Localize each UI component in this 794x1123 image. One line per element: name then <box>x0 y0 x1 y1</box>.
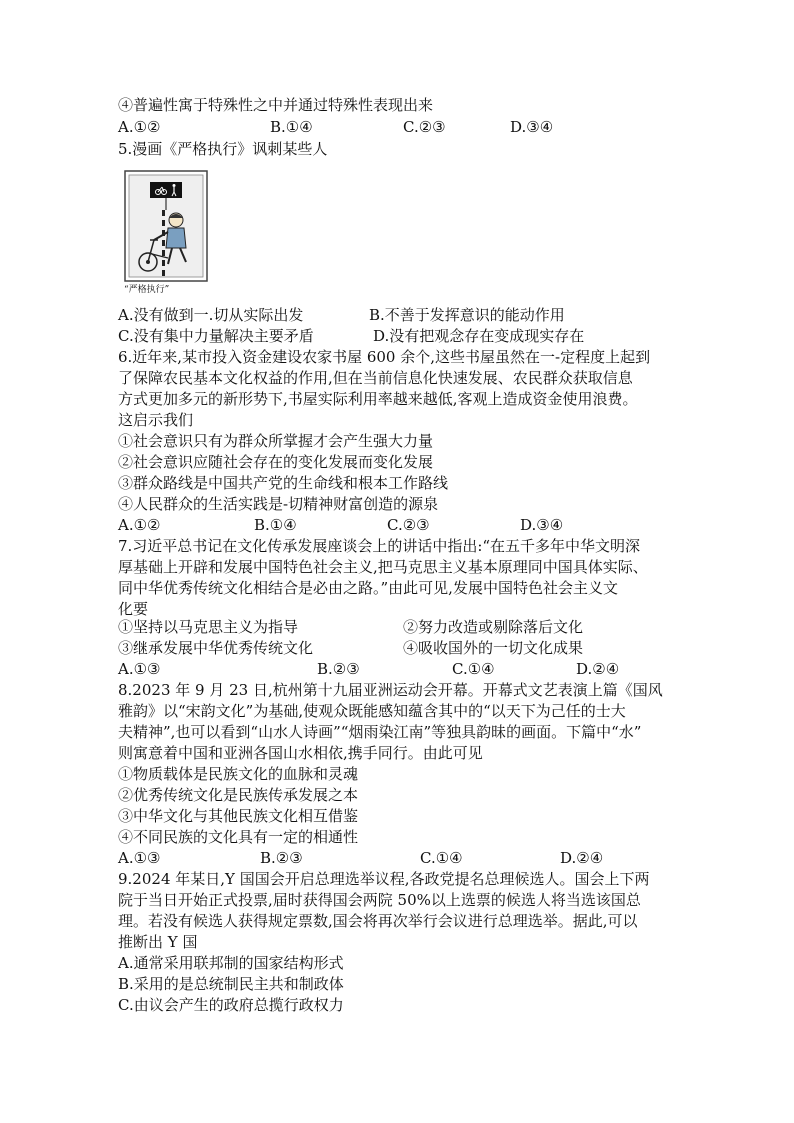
question-8-item: ①物质载体是民族文化的血脉和灵魂 <box>118 765 359 783</box>
question-6-stem-line: 了保障农民基本文化权益的作用,但在当前信息化快速发展、农民群众获取信息 <box>118 369 633 387</box>
option-d: D.②④ <box>576 660 620 678</box>
question-6-stem-line: 6.近年来,某市投入资金建设农家书屋 600 余个,这些书屋虽然在一-定程度上起到 <box>118 348 651 366</box>
option-c: C.①④ <box>452 660 495 678</box>
option-c: C.由议会产生的政府总揽行政权力 <box>118 996 344 1014</box>
option-b: B.①④ <box>254 516 297 534</box>
question-8-stem-line: 8.2023 年 9 月 23 日,杭州第十九届亚洲运动会开幕。开幕式文艺表演上篇《国风 <box>118 681 663 699</box>
question-9-stem-line: 院于当日开始正式投票,届时获得国会两院 50%以上选票的候选人将当选该国总 <box>118 891 641 909</box>
option-d: D.③④ <box>510 118 554 136</box>
question-6-stem-line: 方式更加多元的新形势下,书屋实际利用率越来越低,客观上造成资金使用浪费。 <box>118 390 638 408</box>
option-b: B.不善于发挥意识的能动作用 <box>369 306 565 324</box>
question-9-stem-line: 推断出 Y 国 <box>118 933 198 951</box>
option-d: D.③④ <box>520 516 564 534</box>
option-b: B.②③ <box>260 849 303 867</box>
question-6-item: ①社会意识只有为群众所掌握才会产生强大力量 <box>118 432 434 450</box>
question-8-stem-line: 雅韵》以“宋韵文化”为基础,使观众既能感知蕴含其中的“以天下为己任的士大 <box>118 702 626 720</box>
option-a: A.①② <box>118 118 161 136</box>
option-c: C.①④ <box>420 849 463 867</box>
option-a: A.①② <box>118 516 161 534</box>
option-a: A.没有做到一.切从实际出发 <box>118 306 304 324</box>
question-7-item: ③继承发展中华优秀传统文化 <box>118 639 314 657</box>
question-7-item: ④吸收国外的一切文化成果 <box>403 639 584 657</box>
option-c: C.②③ <box>387 516 430 534</box>
cartoon-strict-enforcement <box>124 170 208 282</box>
question-7-stem-line: 同中华优秀传统文化相结合是必由之路。”由此可见,发展中国特色社会主义文 <box>118 579 618 597</box>
question-7-stem-line: 厚基础上开辟和发展中国特色社会主义,把马克思主义基本原理同中国具体实际、 <box>118 558 648 576</box>
question-8-item: ③中华文化与其他民族文化相互借鉴 <box>118 807 359 825</box>
question-9-stem-line: 9.2024 年某日,Y 国国会开启总理选举议程,各政党提名总理候选人。国会上下两 <box>118 870 650 888</box>
option-a: A.通常采用联邦制的国家结构形式 <box>118 954 344 972</box>
question-7-item: ②努力改造或剔除落后文化 <box>403 618 584 636</box>
question-7-stem-line: 7.习近平总书记在文化传承发展座谈会上的讲话中指出:“在五千多年中华文明深 <box>118 537 641 555</box>
question-8-item: ④不同民族的文化具有一定的相通性 <box>118 828 359 846</box>
option-d: D.②④ <box>560 849 604 867</box>
question-6-item: ②社会意识应随社会存在的变化发展而变化发展 <box>118 453 434 471</box>
option-a: A.①③ <box>118 660 161 678</box>
question-7-stem-line: 化要 <box>118 600 149 618</box>
question-8-item: ②优秀传统文化是民族传承发展之本 <box>118 786 359 804</box>
option-b: B.采用的是总统制民主共和制政体 <box>118 975 344 993</box>
question-6-item: ④人民群众的生活实践是-切精神财富创造的源泉 <box>118 495 439 513</box>
question-7-item: ①坚持以马克思主义为指导 <box>118 618 299 636</box>
option-a: A.①③ <box>118 849 161 867</box>
item-line: ④普遍性寓于特殊性之中并通过特殊性表现出来 <box>118 96 434 114</box>
question-8-stem-line: 则寓意着中国和亚洲各国山水相依,携手同行。由此可见 <box>118 744 483 762</box>
option-c: C.②③ <box>403 118 446 136</box>
question-6-item: ③群众路线是中国共产党的生命线和根本工作路线 <box>118 474 449 492</box>
option-d: D.没有把观念存在变成现实存在 <box>373 327 585 345</box>
question-5-stem: 5.漫画《严格执行》讽刺某些人 <box>118 140 328 158</box>
question-8-stem-line: 夫精神”,也可以看到“山水人诗画”“烟雨染江南”等独具韵昧的画面。下篇中“水” <box>118 723 642 741</box>
cartoon-caption: “严格执行” <box>124 285 170 295</box>
option-b: B.②③ <box>317 660 360 678</box>
option-b: B.①④ <box>270 118 313 136</box>
question-9-stem-line: 理。若没有候选人获得规定票数,国会将再次举行会议进行总理选举。据此,可以 <box>118 912 638 930</box>
question-6-stem-line: 这启示我们 <box>118 411 194 429</box>
option-c: C.没有集中力量解决主要矛盾 <box>118 327 314 345</box>
